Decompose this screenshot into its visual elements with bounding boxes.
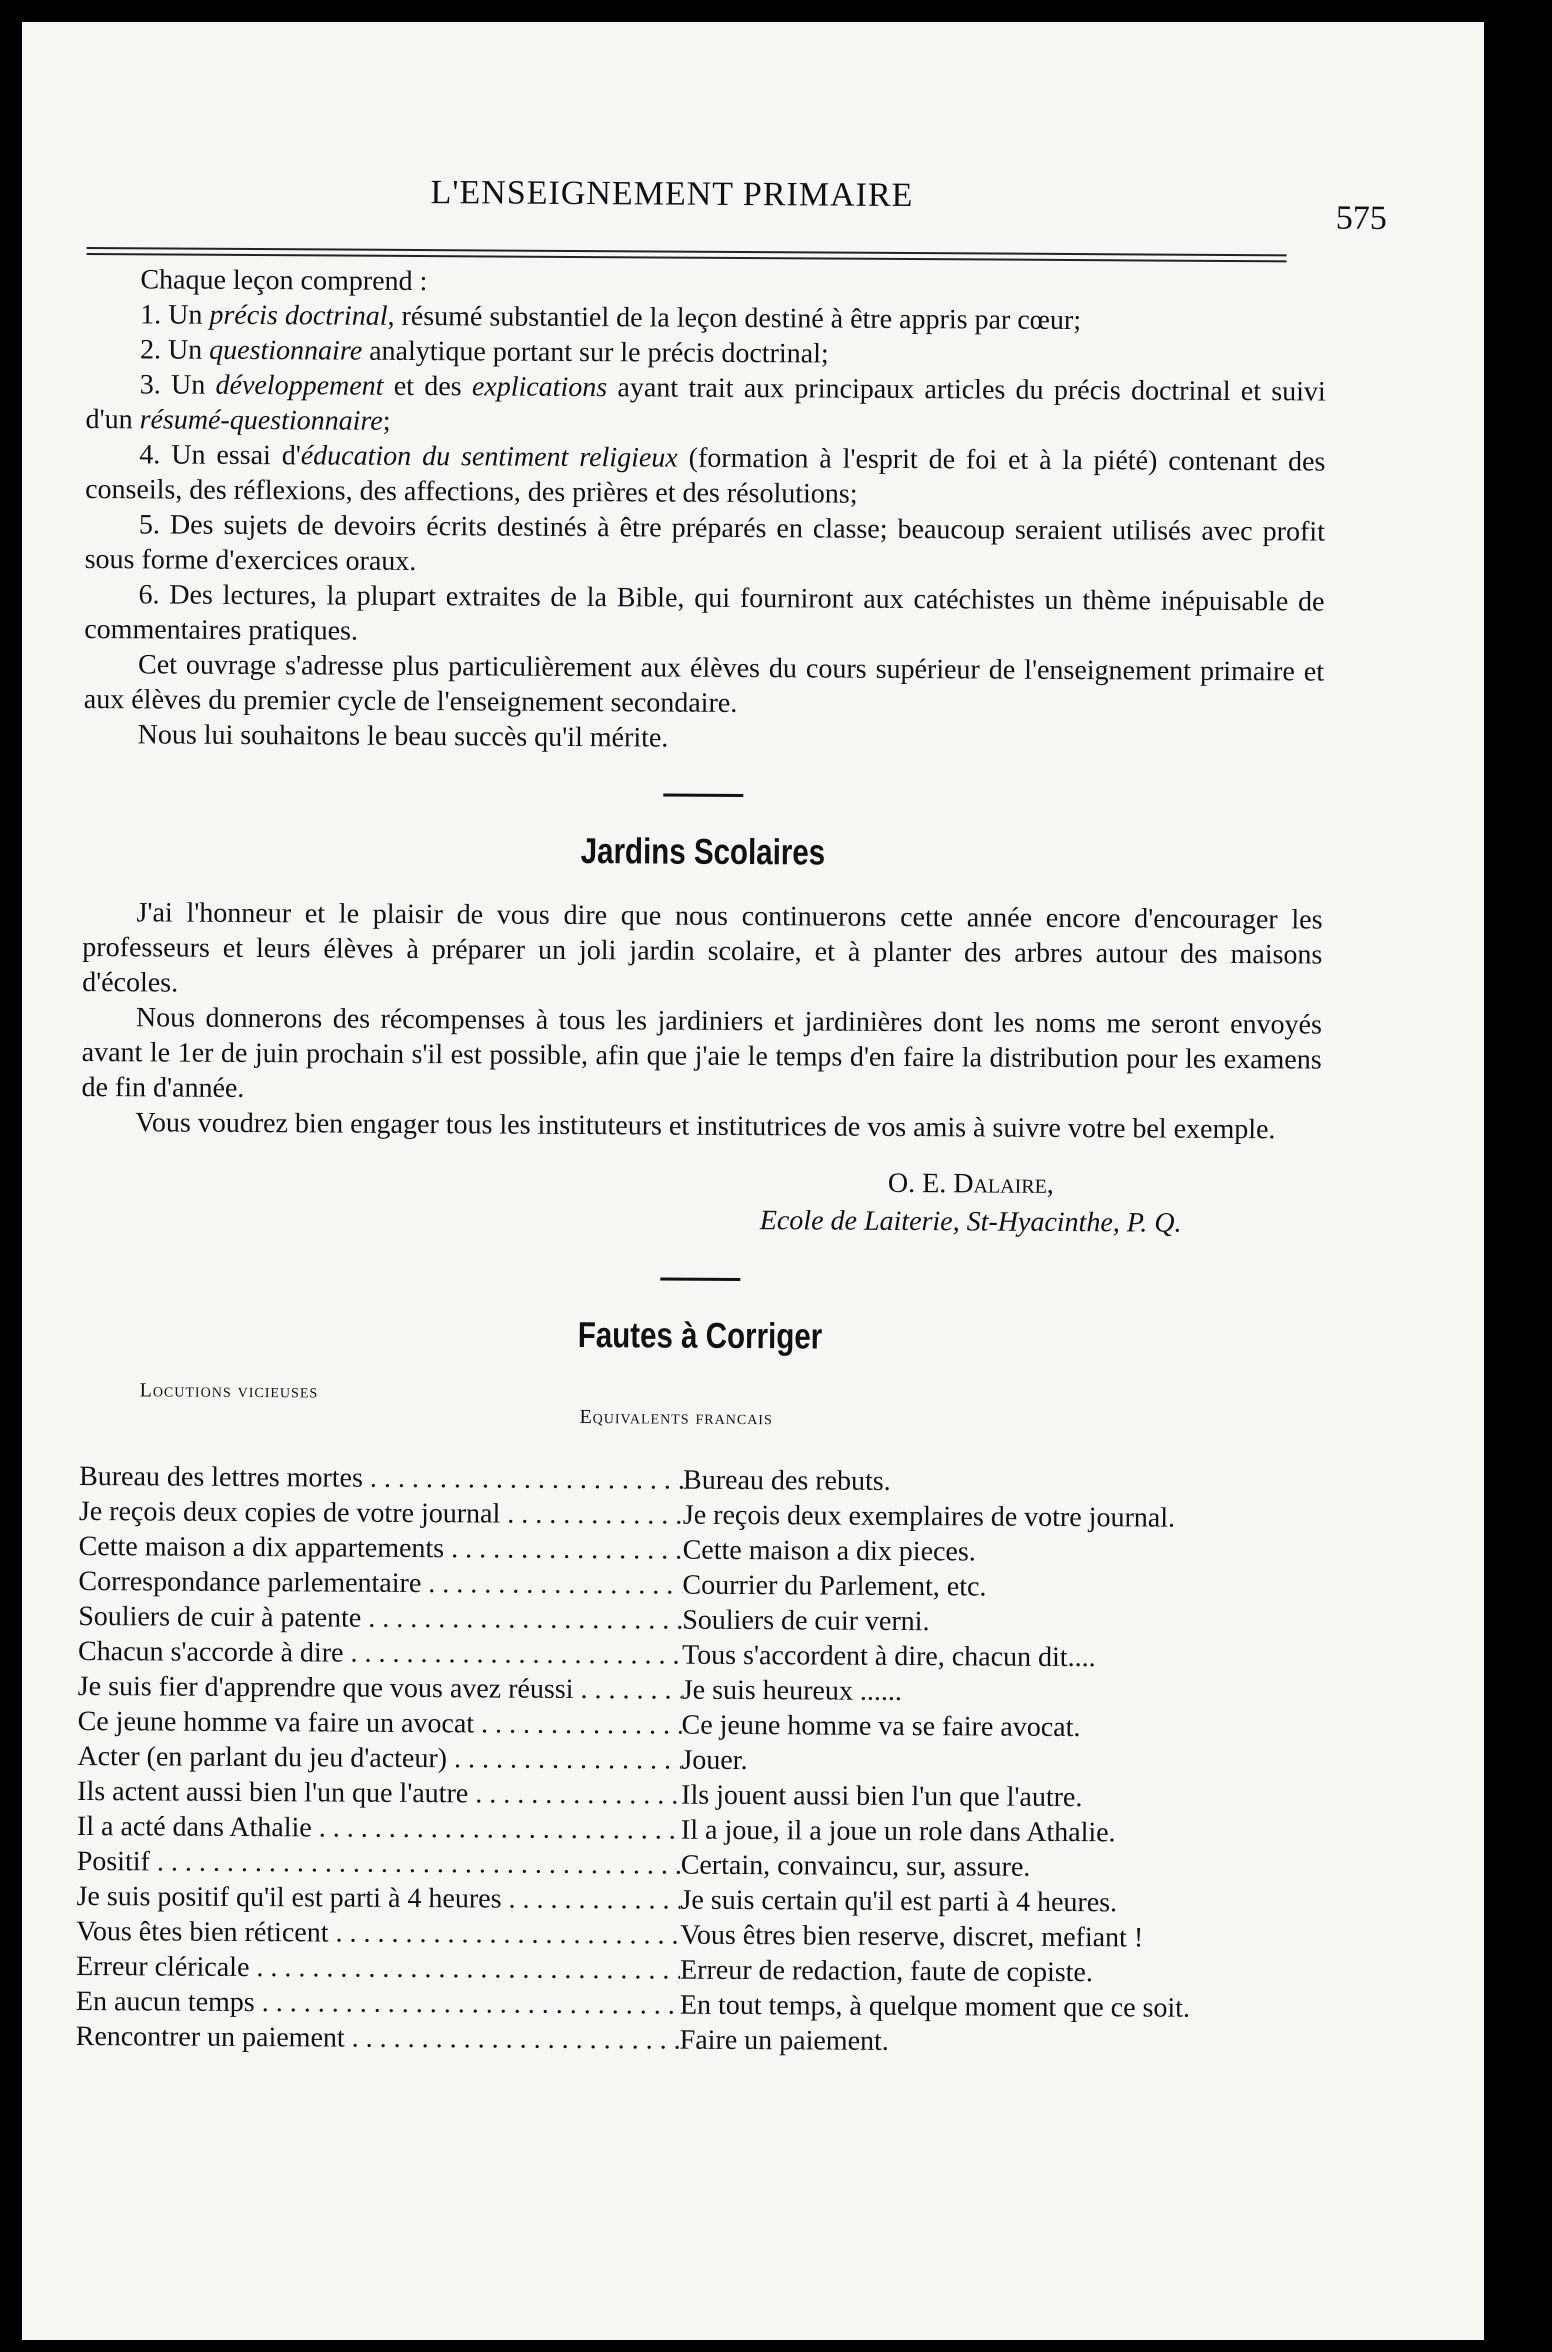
item-text: analytique portant sur le précis doctrinal; — [362, 335, 829, 370]
incorrect-phrase: Positif . . . — [77, 1844, 681, 1883]
incorrect-phrase: Ce jeune homme va faire un avocat . . . — [78, 1704, 682, 1743]
item-text: 6. — [138, 579, 160, 611]
correct-phrase: Je suis heureux ...... — [681, 1674, 902, 1708]
item-text: 2. — [139, 334, 162, 366]
incorrect-phrase: Cette maison a dix appartements . . . — [79, 1529, 683, 1568]
intro-closing-1: Cet ouvrage s'adresse plus particulièrement aux élèves du cours supérieur de l'enseignement primaire et aux élèves du premier cycle de l'enseignement secondaire. — [83, 649, 1325, 719]
correct-phrase: Certain, convaincu, sur, assure. — [680, 1849, 1031, 1883]
intro-item — [85, 367, 1325, 445]
section-title-fautes: Fautes à Corriger — [577, 1314, 823, 1357]
correct-phrase: Jouer. — [681, 1744, 748, 1777]
correct-phrase: Je suis certain qu'il est parti à 4 heures. — [680, 1884, 1118, 1919]
item-text: Des lectures, la plupart extraites de la Bible, qui fourniront aux catéchistes un thème inépuisable de commentaires pratiques. — [84, 579, 1325, 647]
correct-phrase: Erreur de redaction, faute de copiste. — [680, 1954, 1093, 1989]
jardins-paragraph-2: Nous donnerons des récompenses à tous les jardiniers et jardinières dont les noms me seront envoyés avant le 1er de juin prochain s'il est possible, afin que j'aie le temps d'en faire la distribution pour les examens de fin d'année. — [81, 1002, 1322, 1104]
incorrect-phrase: Je reçois deux copies de votre journal . . . — [79, 1494, 683, 1533]
signature — [81, 1160, 1321, 1244]
incorrect-phrase: Chacun s'accorde à dire . . . — [78, 1634, 682, 1673]
item-text: Un — [160, 334, 210, 366]
incorrect-phrase: Il a acté dans Athalie . . . — [77, 1809, 681, 1848]
column-header-right: Equivalents francais — [579, 1406, 773, 1430]
item-text: 5. — [138, 509, 161, 541]
intro-lead: Chaque leçon comprend : — [140, 264, 428, 298]
section-divider — [660, 1278, 740, 1281]
incorrect-phrase: Ils actent aussi bien l'un que l'autre . . . — [77, 1774, 681, 1813]
correct-phrase: Je reçois deux exemplaires de votre journal. — [682, 1499, 1176, 1534]
correct-phrase: Courrier du Parlement, etc. — [682, 1569, 987, 1603]
correct-phrase: Faire un paiement. — [679, 2024, 889, 2057]
correct-phrase: Ils jouent aussi bien l'un que l'autre. — [681, 1779, 1083, 1814]
intro-item — [85, 507, 1325, 585]
column-header-left: Locutions vicieuses — [139, 1379, 319, 1403]
intro-items — [84, 297, 1326, 655]
column-headers — [79, 1379, 1319, 1457]
incorrect-phrase: Bureau des lettres mortes . . . — [79, 1459, 683, 1498]
page-content — [75, 22, 1387, 2062]
correct-phrase: Tous s'accordent à dire, chacun dit.... — [681, 1639, 1096, 1674]
emphasis-text: développement — [215, 369, 384, 402]
item-text: ayant trait aux principaux articles du précis doctrinal et suivi d'un — [85, 372, 1326, 436]
emphasis-text: précis doctrinal — [209, 299, 388, 332]
correct-phrase: Vous êtres bien reserve, discret, mefiant ! — [680, 1919, 1144, 1954]
incorrect-phrase: Correspondance parlementaire . . . — [78, 1564, 682, 1603]
emphasis-text: éducation du sentiment religieux — [300, 440, 678, 474]
jardins-paragraph-1: J'ai l'honneur et le plaisir de vous dire que nous continuerons cette année encore d'encourager les professeurs et leurs élèves à préparer un joli jardin scolaire, et à planter des arbres autour des maisons d'écoles. — [82, 897, 1323, 999]
emphasis-text: résumé-questionnaire — [139, 404, 383, 437]
item-text: ; — [382, 405, 391, 437]
correct-phrase: En tout temps, à quelque moment que ce soit. — [679, 1989, 1191, 2024]
jardins-section — [81, 827, 1323, 1244]
fautes-section — [76, 1311, 1321, 2062]
fautes-list — [76, 1459, 1320, 2062]
incorrect-phrase: Souliers de cuir à patente . . . — [78, 1599, 682, 1638]
item-text: Un — [160, 369, 216, 401]
item-text: 1. — [140, 299, 162, 331]
item-text: Un — [161, 299, 210, 331]
section-divider — [663, 794, 743, 797]
page-number: 575 — [1335, 199, 1387, 237]
section-title-jardins: Jardins Scolaires — [580, 830, 826, 873]
emphasis-text: explications — [471, 371, 608, 404]
incorrect-phrase: Acter (en parlant du jeu d'acteur) . . . — [77, 1739, 681, 1778]
correct-phrase: Souliers de cuir verni. — [682, 1604, 930, 1638]
item-text: 3. — [139, 369, 161, 401]
incorrect-phrase: Je suis fier d'apprendre que vous avez réussi . . . — [78, 1669, 682, 1708]
item-text: 4. — [139, 439, 161, 471]
jardins-paragraph-3: Vous voudrez bien engager tous les instituteurs et institutrices de vos amis à suivre votre bel exemple. — [135, 1107, 1276, 1146]
intro-closing-2: Nous lui souhaitons le beau succès qu'il mérite. — [137, 719, 669, 754]
correct-phrase: Bureau des rebuts. — [683, 1464, 891, 1497]
document-page — [22, 22, 1484, 2340]
incorrect-phrase: Vous êtes bien réticent . . . — [76, 1914, 680, 1953]
header-rule — [87, 247, 1287, 262]
item-text: Un essai d' — [160, 439, 301, 472]
incorrect-phrase: Je suis positif qu'il est parti à 4 heures . . . — [76, 1879, 680, 1918]
incorrect-phrase: Erreur cléricale . . . — [76, 1949, 680, 1988]
incorrect-phrase: En aucun temps . . . — [76, 1984, 680, 2023]
intro-item — [84, 577, 1324, 655]
correct-phrase: Il a joue, il a joue un role dans Athalie. — [680, 1814, 1116, 1849]
page-header — [87, 22, 1387, 270]
emphasis-text: questionnaire — [209, 334, 363, 367]
incorrect-phrase: Rencontrer un paiement . . . — [76, 2019, 680, 2058]
item-text: et des — [383, 370, 472, 403]
correct-phrase: Cette maison a dix pieces. — [682, 1534, 976, 1568]
item-text: (formation à l'esprit de foi et à la piété) contenant des conseils, des réflexions, des affections, des prières et des résolutions; — [85, 442, 1326, 510]
intro-section — [84, 262, 1327, 760]
running-title: L'ENSEIGNEMENT PRIMAIRE — [430, 174, 914, 215]
item-text: , résumé substantiel de la leçon destiné à être appris par cœur; — [387, 300, 1082, 337]
signature-place: Ecole de Laiterie, St-Hyacinthe, P. Q. — [759, 1205, 1182, 1239]
correct-phrase: Ce jeune homme va se faire avocat. — [681, 1709, 1081, 1744]
intro-item — [85, 437, 1325, 515]
item-text: Des sujets de devoirs écrits destinés à être préparés en classe; beaucoup seraient utilisés avec profit sous forme d'exercices oraux. — [84, 509, 1326, 578]
signature-name: O. E. Dalaire, — [887, 1167, 1054, 1200]
